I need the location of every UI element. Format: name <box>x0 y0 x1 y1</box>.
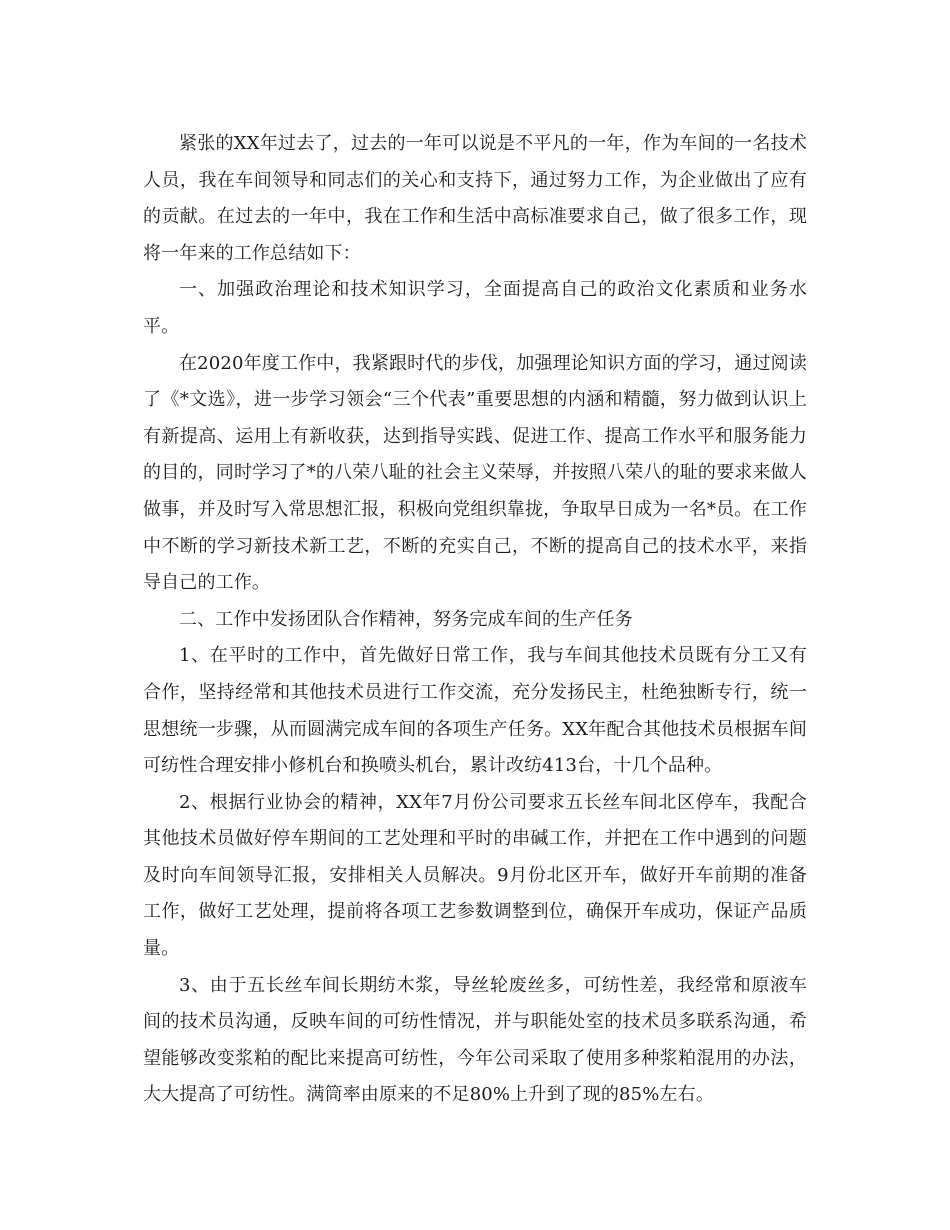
paragraph-intro: 紧张的XX年过去了，过去的一年可以说是不平凡的一年，作为车间的一名技术人员，我在车间领导和同志们的关心和支持下，通过努力工作，为企业做出了应有的贡献。在过去的一年中，我在工作和生活中高标准要求自己，做了很多工作，现将一年来的工作总结如下： <box>143 133 807 264</box>
paragraph-item-2: 2、根据行业协会的精神，XX年7月份公司要求五长丝车间北区停车，我配合其他技术员做好停车期间的工艺处理和平时的串碱工作，并把在工作中遇到的问题及时向车间领导汇报，安排相关人员解决。9月份北区开车，做好开车前期的准备工作，做好工艺处理，提前将各项工艺参数调整到位，确保开车成功，保证产品质量。 <box>143 791 807 960</box>
paragraph-item-1: 1、在平时的工作中，首先做好日常工作，我与车间其他技术员既有分工又有合作，坚持经常和其他技术员进行工作交流，充分发扬民主，杜绝独断专行，统一思想统一步骤，从而圆满完成车间的各项生产任务。XX年配合其他技术员根据车间可纺性合理安排小修机台和换喷头机台，累计改纺413台，十几个品种。 <box>143 645 807 777</box>
paragraph-study: 在2020年度工作中，我紧跟时代的步伐，加强理论知识方面的学习，通过阅读了《*文选》，进一步学习领会“三个代表”重要思想的内涵和精髓，努力做到认识上有新提高、运用上有新收获，达到指导实践、促进工作、提高工作水平和服务能力的目的，同时学习了*的八荣八耻的社会主义荣辱，并按照八荣八的耻的要求来做人做事，并及时写入常思想汇报，积极向党组织靠拢，争取早日成为一名*员。在工作中不断的学习新技术新工艺，不断的充实自己，不断的提高自己的技术水平，来指导自己的工作。 <box>143 352 807 594</box>
document-body <box>143 126 807 1114</box>
section-heading-1: 一、加强政治理论和技术知识学习，全面提高自己的政治文化素质和业务水平。 <box>143 279 807 337</box>
paragraph-item-3: 3、由于五长丝车间长期纺木浆，导丝轮废丝多，可纺性差，我经常和原液车间的技术员沟通，反映车间的可纺性情况，并与职能处室的技术员多联系沟通，希望能够改变浆粕的配比来提高可纺性，今年公司采取了使用多种浆粕混用的办法，大大提高了可纺性。满筒率由原来的不足80%上升到了现的85%左右。 <box>143 974 807 1106</box>
section-heading-2: 二、工作中发扬团队合作精神，努务完成车间的生产任务 <box>179 608 633 630</box>
